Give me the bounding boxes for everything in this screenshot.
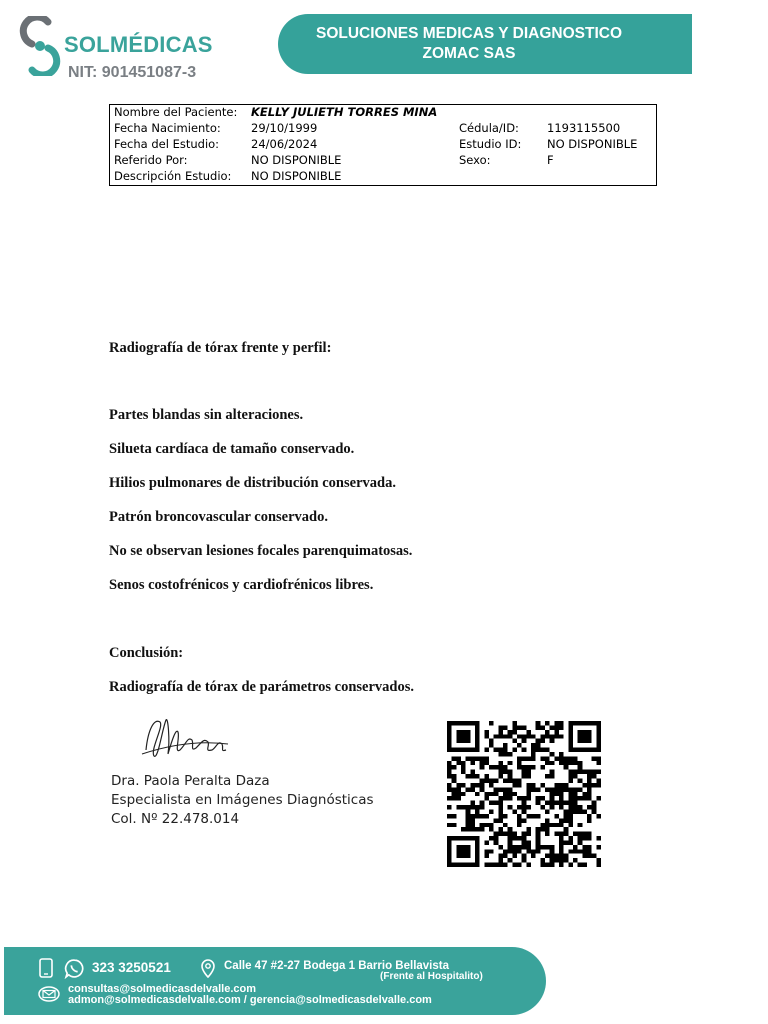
footer-email-line1: consultas@solmedicasdelvalle.com (68, 983, 257, 995)
logo-mark-icon (18, 16, 62, 76)
patient-name-label: Nombre del Paciente: (114, 105, 238, 119)
sex-label: Sexo: (459, 153, 491, 167)
footer-address-line1: Calle 47 #2-27 Bodega 1 Barrio Bellavista (224, 960, 449, 972)
patient-name-value: KELLY JULIETH TORRES MINA (251, 105, 438, 119)
header-banner (278, 14, 692, 74)
doctor-title: Especialista en Imágenes Diagnósticas (111, 792, 374, 808)
signature (136, 710, 236, 770)
id-label: Cédula/ID: (459, 121, 519, 135)
conclusion-text: Radiografía de tórax de parámetros conservados. (109, 679, 415, 695)
phone-icon (38, 958, 54, 978)
study-id-label: Estudio ID: (459, 137, 522, 151)
finding-line: Silueta cardíaca de tamaño conservado. (109, 441, 355, 457)
id-value: 1193115500 (547, 121, 621, 135)
study-id-value: NO DISPONIBLE (547, 137, 638, 151)
brand-nit: NIT: 901451087-3 (68, 64, 197, 81)
finding-line: Patrón broncovascular conservado. (109, 509, 328, 525)
footer-email-line2: admon@solmedicasdelvalle.com / gerencia@solmedicasdelvalle.com (68, 994, 432, 1006)
banner-title-line1: SOLUCIONES MEDICAS Y DIAGNOSTICO (315, 25, 623, 42)
finding-line: No se observan lesiones focales parenquimatosas. (109, 543, 413, 559)
study-description-label: Descripción Estudio: (114, 169, 232, 183)
finding-line: Senos costofrénicos y cardiofrénicos libres. (109, 577, 374, 593)
sex-value: F (547, 153, 554, 167)
qr-code[interactable] (447, 721, 601, 867)
footer-address-line2: (Frente al Hospitalito) (380, 971, 483, 982)
finding-line: Hilios pulmonares de distribución conservada. (109, 475, 396, 491)
report-title: Radiografía de tórax frente y perfil: (109, 340, 332, 356)
study-date-value: 24/06/2024 (251, 137, 318, 151)
referred-label: Referido Por: (114, 153, 188, 167)
email-icon (38, 986, 60, 1002)
doctor-name: Dra. Paola Peralta Daza (111, 773, 270, 789)
doctor-license: Col. Nº 22.478.014 (111, 811, 240, 827)
location-pin-icon (200, 959, 216, 979)
footer-phone: 323 3250521 (92, 960, 171, 975)
conclusion-label: Conclusión: (109, 645, 184, 661)
finding-line: Partes blandas sin alteraciones. (109, 407, 304, 423)
study-date-label: Fecha del Estudio: (114, 137, 220, 151)
whatsapp-icon (64, 958, 85, 979)
study-description-value: NO DISPONIBLE (251, 169, 342, 183)
brand-name: SOLMÉDICAS (64, 32, 213, 57)
banner-title-line2: ZOMAC SAS (422, 45, 516, 62)
referred-value: NO DISPONIBLE (251, 153, 342, 167)
birth-date-value: 29/10/1999 (251, 121, 318, 135)
birth-date-label: Fecha Nacimiento: (114, 121, 221, 135)
